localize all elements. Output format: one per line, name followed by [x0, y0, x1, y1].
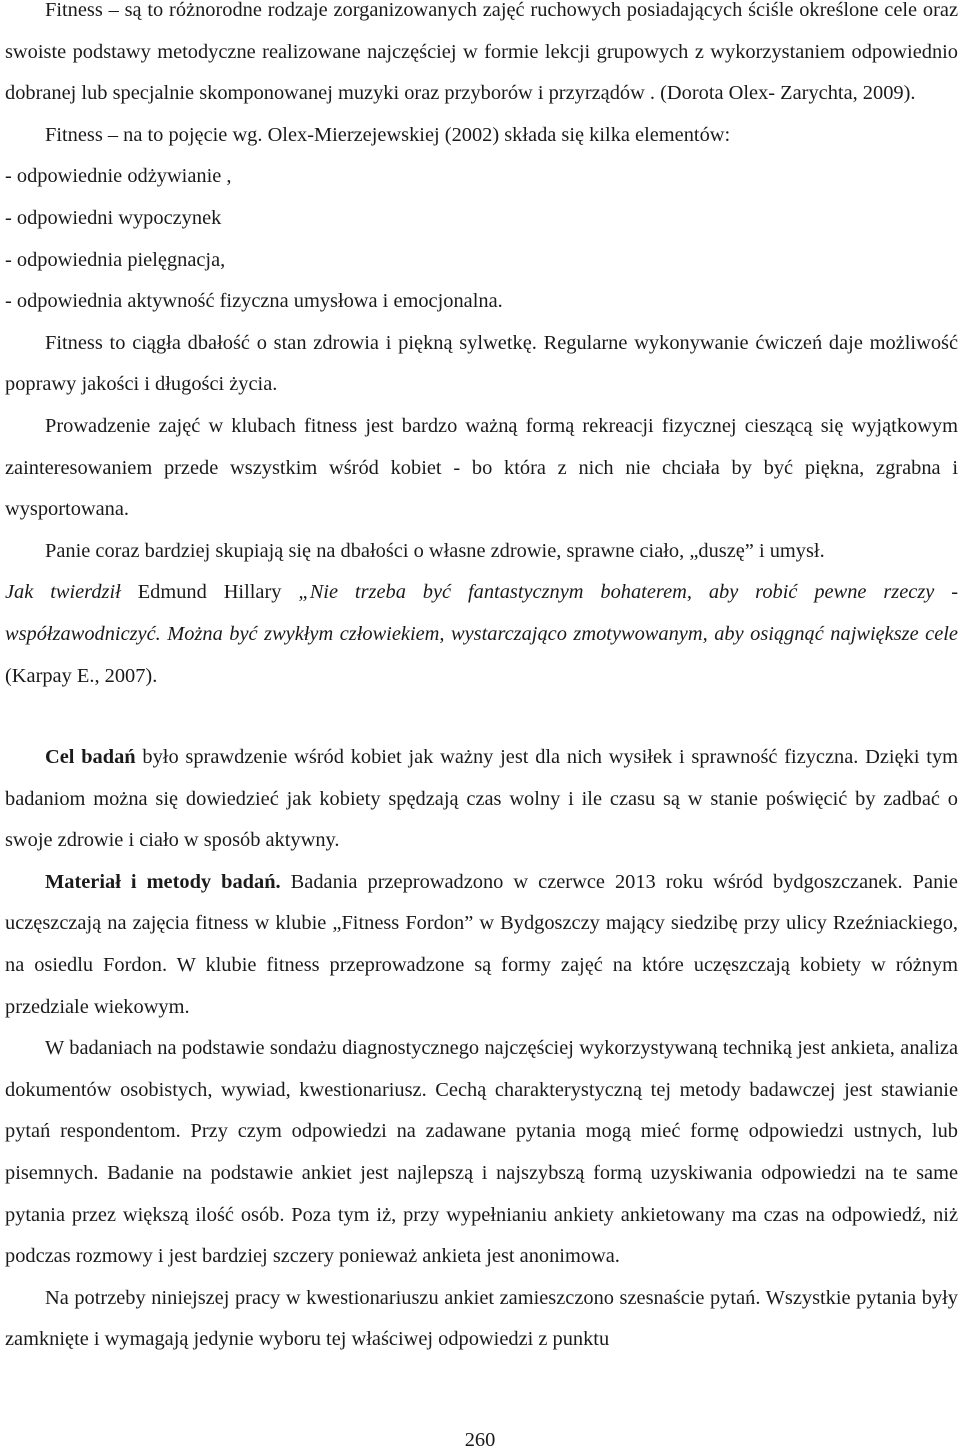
research-goal-text: było sprawdzenie wśród kobiet jak ważny jest dla nich wysiłek i sprawność fizyczna. Dzięki tym badaniom można się dowiedzieć jak kobiety spędzają czas wolny i ile czasu są w stanie poświęcić by zadbać o swoje zdrowie i ciało w sposób aktywny. — [5, 746, 958, 852]
quote-citation: (Karpay E., 2007). — [5, 664, 158, 687]
list-item: - odpowiednia pielęgnacja, — [5, 248, 226, 271]
paragraph-hillary-quote — [5, 572, 958, 697]
paragraph-fitness-definition: Fitness – są to różnorodne rodzaje zorganizowanych zajęć ruchowych posiadających ściśle określone cele oraz swoiste podstawy metodyczne realizowane najczęściej w formie lekcji grupowych z wykorzystaniem odpowiednio dobranej lub specjalnie skomponowanej muzyki oraz przyborów i przyrządów . (Dorota Olex- Zarychta, 2009). — [5, 0, 958, 105]
quote-author: Edmund Hillary — [120, 581, 299, 604]
paragraph-fitness-clubs: Prowadzenie zajęć w klubach fitness jest bardzo ważną formą rekreacji fizycznej cieszącą się wyjątkowym zainteresowaniem przede wszystkim wśród kobiet - bo która z nich nie chciała by być piękna, zgrabna i wysportowana. — [5, 414, 958, 521]
materials-methods-heading: Materiał i metody badań. — [45, 870, 281, 893]
section-gap — [5, 697, 958, 737]
quote-text: „Nie trzeba być fantastycznym bohaterem, aby robić pewne rzeczy - współzawodniczyć. Można być zwykłym człowiekiem, wystarczająco zmotywowanym, aby osiągnąć największe cele — [5, 581, 958, 645]
materials-methods-text: Badania przeprowadzono w czerwce 2013 roku wśród bydgoszczanek. Panie uczęszczają na zajęcia fitness w klubie „Fitness Fordon” w Bydgoszczy mający siedzibę przy ulicy Rzeźniackiego, na osiedlu Fordon. W klubie fitness przeprowadzone są formy zajęć na które uczęszczają kobiety w różnym przedziale wiekowym. — [5, 870, 958, 1018]
quote-intro: Jak twierdził — [5, 581, 121, 604]
paragraph-questionnaire: Na potrzeby niniejszej pracy w kwestionariuszu ankiet zamieszczono szesnaście pytań. Wszystkie pytania były zamknięte i wymagają jedynie wyboru tej właściwej odpowiedzi z punktu — [5, 1286, 958, 1351]
paragraph-materials-methods — [5, 862, 958, 1028]
list-item: - odpowiednie odżywianie , — [5, 165, 232, 188]
document-page — [5, 0, 958, 1361]
paragraph-fitness-health: Fitness to ciągła dbałość o stan zdrowia i piękną sylwetkę. Regularne wykonywanie ćwiczeń daje możliwość poprawy jakości i długości życia. — [5, 331, 958, 396]
paragraph-women-health: Panie coraz bardziej skupiają się na dbałości o własne zdrowie, sprawne ciało, „duszę” i umysł. — [45, 539, 825, 562]
paragraph-survey-method: W badaniach na podstawie sondażu diagnostycznego najczęściej wykorzystywaną techniką jest ankieta, analiza dokumentów osobistych, wywiad, kwestionariusz. Cechą charakterystyczną tej metody badawczej jest stawianie pytań respondentom. Przy czym odpowiedzi na zadawane pytania mogą mieć formę odpowiedzi ustnych, lub pisemnych. Badanie na podstawie ankiet jest najlepszą i najszybszą formą uzyskiwania odpowiedzi na te same pytania przez większą ilość osób. Poza tym iż, przy wypełnianiu ankiety ankietowany ma czas na odpowiedź, niż podczas rozmowy i jest bardziej szczery ponieważ ankieta jest anonimowa. — [5, 1037, 958, 1268]
paragraph-research-goal — [5, 737, 958, 862]
fitness-elements-list — [5, 156, 958, 322]
list-item: - odpowiednia aktywność fizyczna umysłowa i emocjonalna. — [5, 290, 503, 313]
list-item: - odpowiedni wypoczynek — [5, 206, 222, 229]
research-goal-heading: Cel badań — [45, 746, 136, 769]
page-number: 260 — [464, 1429, 496, 1451]
paragraph-fitness-elements-intro: Fitness – na to pojęcie wg. Olex-Mierzejewskiej (2002) składa się kilka elementów: — [45, 123, 731, 146]
